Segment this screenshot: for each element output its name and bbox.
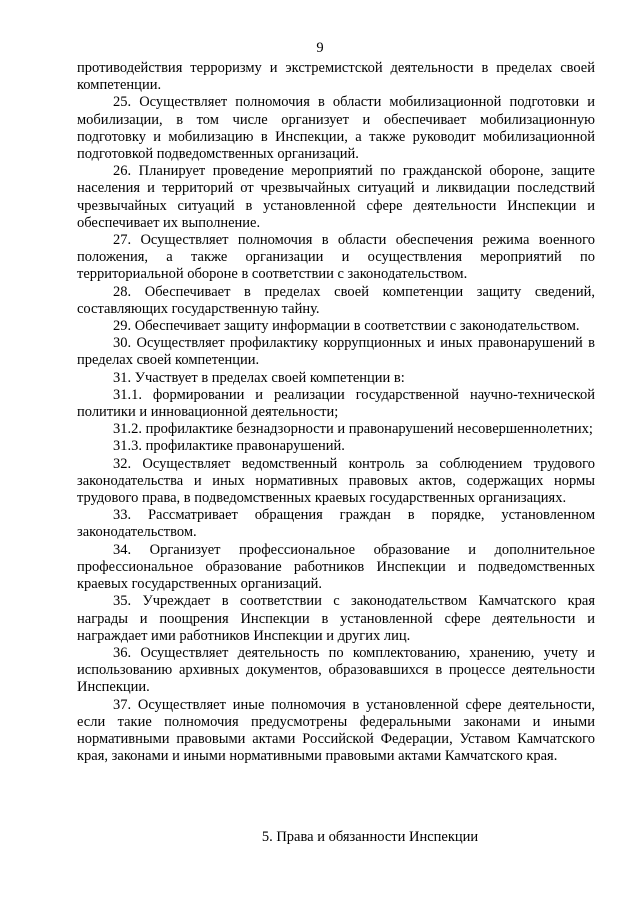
paragraph-item-31-3: 31.3. профилактике правонарушений. [113,438,345,455]
paragraph-continuation: противодействия терроризму и экстремистской деятельности в пределах своей компетенции. [77,60,595,94]
paragraph-item-32: 32. Осуществляет ведомственный контроль за соблюдением трудового законодательства и иных нормативных правовых актов, содержащих нормы трудового права, в подведомственных краевых государственных организациях. [77,455,595,507]
paragraph-item-26: 26. Планирует проведение мероприятий по гражданской обороне, защите населения и территорий от чрезвычайных ситуаций и ликвидации последствий чрезвычайных ситуаций в установленной сфере деятельности Инспекции и обеспечивает их выполнение. [77,163,595,231]
paragraph-item-29: 29. Обеспечивает защиту информации в соответствии с законодательством. [113,318,580,335]
paragraph-item-36: 36. Осуществляет деятельность по комплектованию, хранению, учету и использованию архивных документов, образовавшихся в процессе деятельности Инспекции. [77,644,595,696]
paragraph-item-31-1: 31.1. формировании и реализации государственной научно-технической политики и инновационной деятельности; [77,386,595,421]
paragraph-item-35: 35. Учреждает в соответствии с законодательством Камчатского края награды и поощрения Инспекции в установленной сфере деятельности и награждает ими работников Инспекции и других лиц. [77,593,595,644]
paragraph-item-25: 25. Осуществляет полномочия в области мобилизационной подготовки и мобилизации, в том числе организует и обеспечивает мобилизационную подготовку и мобилизацию в Инспекции, а также руководит мобилизационной подготовкой подведомственных организаций. [77,94,595,163]
page-number: 9 [316,40,324,56]
paragraph-item-34: 34. Организует профессиональное образование и дополнительное профессиональное образование работников Инспекции и подведомственных краевых государственных организаций. [77,541,595,593]
paragraph-item-31: 31. Участвует в пределах своей компетенции в: [113,369,405,386]
paragraph-item-28: 28. Обеспечивает в пределах своей компетенции защиту сведений, составляющих государственную тайну. [77,283,595,317]
paragraph-item-37: 37. Осуществляет иные полномочия в установленной сфере деятельности, если такие полномочия предусмотрены федеральными законами и иными нормативными правовыми актами Российской Федерации, Уставом Камчатского края, законами и иными нормативными правовыми актами Камчатского края. [77,696,595,765]
paragraph-item-33: 33. Рассматривает обращения граждан в порядке, установленном законодательством. [77,507,595,541]
paragraph-item-27: 27. Осуществляет полномочия в области обеспечения режима военного положения, а также организации и осуществления мероприятий по территориальной обороне в соответствии с законодательством. [77,232,595,283]
section-heading: 5. Права и обязанности Инспекции [261,829,479,845]
paragraph-item-30: 30. Осуществляет профилактику коррупционных и иных правонарушений в пределах своей компетенции. [77,335,595,369]
paragraph-item-31-2: 31.2. профилактике безнадзорности и правонарушений несовершеннолетних; [113,421,593,438]
document-body [77,60,595,765]
